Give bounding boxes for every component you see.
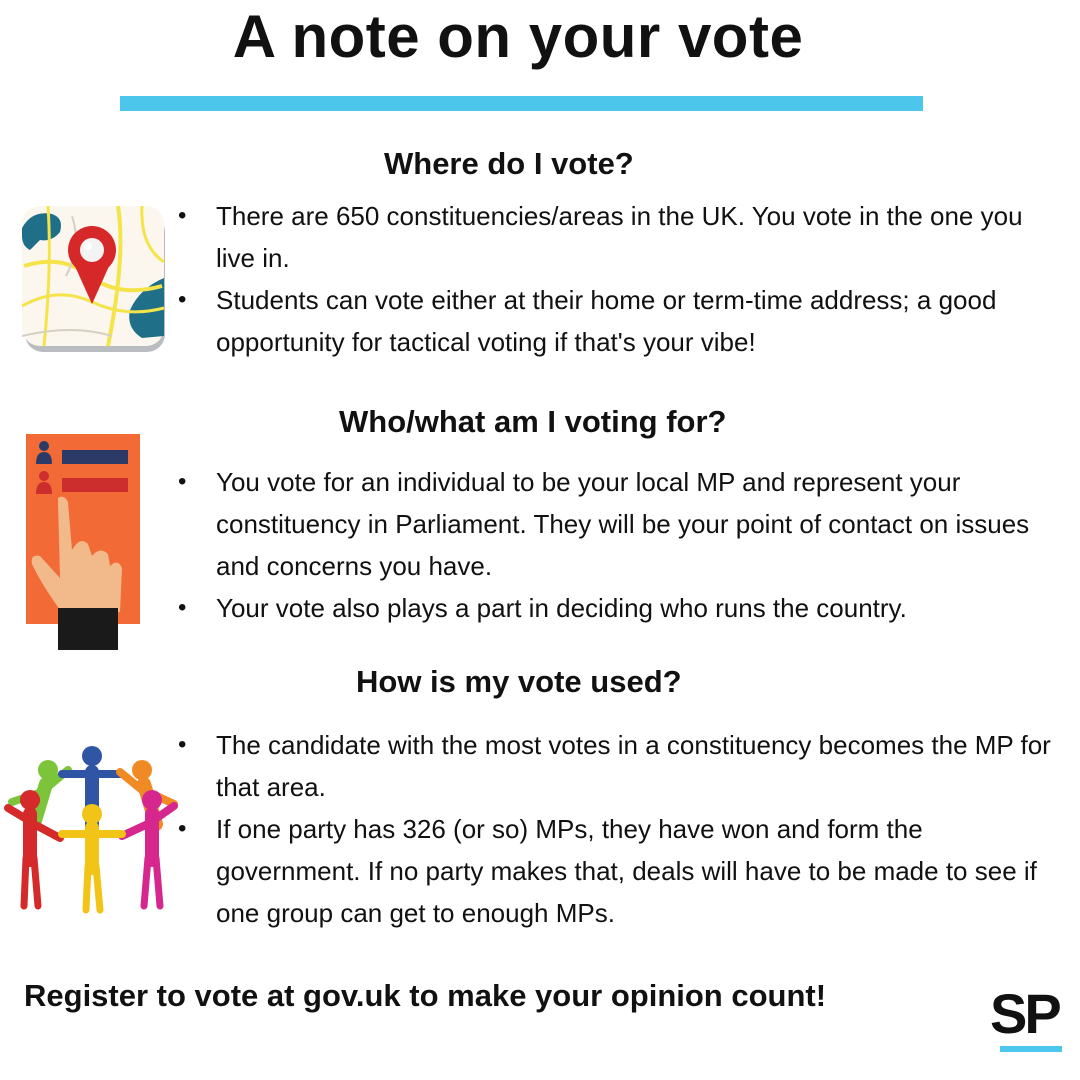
how-bullet-list xyxy=(178,724,1068,934)
people-circle-icon xyxy=(2,744,178,916)
logo-underline xyxy=(1000,1046,1062,1052)
section-heading-how: How is my vote used? xyxy=(356,664,682,699)
list-item: • There are 650 constituencies/areas in the UK. You vote in the one you live in. xyxy=(178,195,1068,279)
map-pin-icon xyxy=(22,206,168,354)
section-heading-where: Where do I vote? xyxy=(384,146,634,181)
list-item: • Students can vote either at their home or term-time address; a good opportunity for tactical voting if that's your vibe! xyxy=(178,279,1068,363)
list-item: • The candidate with the most votes in a constituency becomes the MP for that area. xyxy=(178,724,1068,808)
section-heading-who: Who/what am I voting for? xyxy=(339,404,727,439)
list-item: • You vote for an individual to be your local MP and represent your constituency in Parliament. They will be your point of contact on issues and concerns you have. xyxy=(178,461,1068,587)
list-item: • Your vote also plays a part in deciding who runs the country. xyxy=(178,587,1068,629)
list-item: • If one party has 326 (or so) MPs, they have won and form the government. If no party makes that, deals will have to be made to see if one group can get to enough MPs. xyxy=(178,808,1068,934)
page-title: A note on your vote xyxy=(232,3,804,70)
ballot-hand-icon xyxy=(24,432,144,652)
sp-logo xyxy=(990,982,1074,1056)
where-bullet-list xyxy=(178,195,1068,363)
logo-text: SP xyxy=(990,982,1059,1045)
register-call-to-action: Register to vote at gov.uk to make your opinion count! xyxy=(24,978,827,1013)
title-underline xyxy=(120,96,923,111)
who-bullet-list xyxy=(178,461,1068,629)
